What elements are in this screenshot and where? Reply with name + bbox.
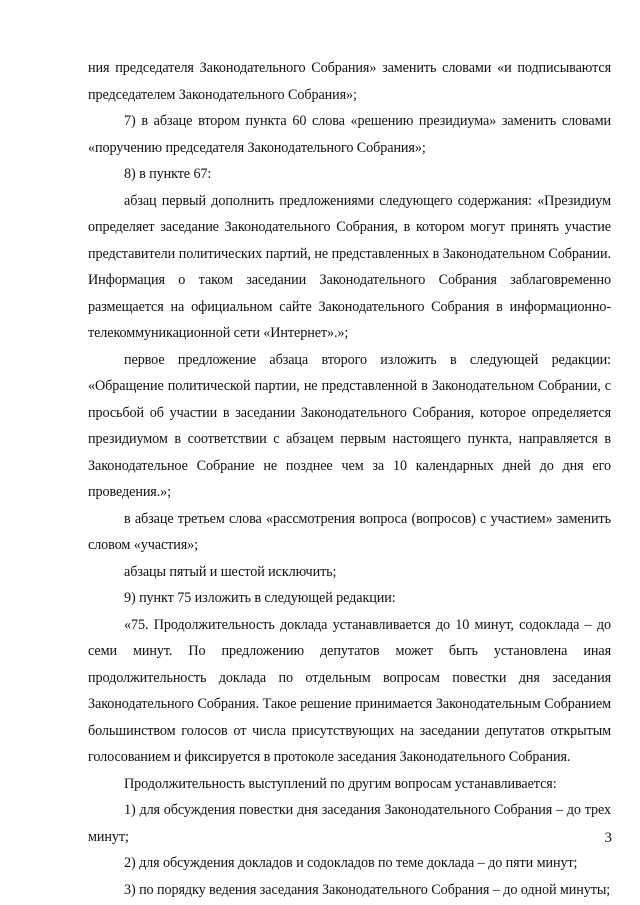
paragraph-continuation: ния председателя Законодательного Собрания» заменить словами «и подписываются председателем Законодательного Собрания»; — [88, 60, 611, 103]
paragraph-durations-intro: Продолжительность выступлений по другим вопросам устанавливается: — [124, 775, 557, 792]
paragraph-item-9: 9) пункт 75 изложить в следующей редакции: — [124, 590, 396, 606]
page-number: 3 — [604, 830, 612, 846]
paragraph-abzac-second: первое предложение абзаца второго изложить в следующей редакции: «Обращение политической партии, не представленной в Законодательном Собрании, с просьбой об участии в заседании Законодательного Собрания, которое определяется президиумом в соответствии с абзацем первым настоящего пункта, направляется в Законодательное Собрание не позднее чем за 10 календарных дней до дня его проведения.»; — [88, 351, 611, 500]
document-body — [88, 55, 611, 903]
paragraph-abzac-third: в абзаце третьем слова «рассмотрения вопроса (вопросов) с участием» заменить словом «участия»; — [88, 510, 611, 553]
paragraph-duration-1: 1) для обсуждения повестки дня заседания Законодательного Собрания – до трех минут; — [88, 802, 611, 845]
paragraph-abzacy-exclude: абзацы пятый и шестой исключить; — [124, 563, 337, 580]
paragraph-duration-2: 2) для обсуждения докладов и содокладов по теме доклада – до пяти минут; — [124, 855, 578, 871]
paragraph-point-75: «75. Продолжительность доклада устанавливается до 10 минут, содоклада – до семи минут. По предложению депутатов может быть установлена иная продолжительность доклада по отдельным вопросам повестки дня заседания Законодательного Собрания. Такое решение принимается Законодательным Собранием большинством голосов от числа присутствующих на заседании депутатов открытым голосованием и фиксируется в протоколе заседания Законодательного Собрания. — [88, 616, 611, 765]
paragraph-item-7: 7) в абзаце втором пункта 60 слова «решению президиума» заменить словами «поручению председателя Законодательного Собрания»; — [88, 113, 611, 156]
paragraph-duration-3: 3) по порядку ведения заседания Законодательного Собрания – до одной минуты; — [124, 881, 611, 898]
paragraph-item-8: 8) в пункте 67: — [124, 166, 212, 182]
paragraph-abzac-first: абзац первый дополнить предложениями следующего содержания: «Президиум определяет заседание Законодательного Собрания, в котором могут принять участие представители политических партий, не представленных в Законодательном Собрании. Информация о таком заседании Законодательного Собрания заблаговременно размещается на официальном сайте Законодательного Собрания в информационно-телекоммуникационной сети «Интернет».»; — [88, 192, 611, 341]
